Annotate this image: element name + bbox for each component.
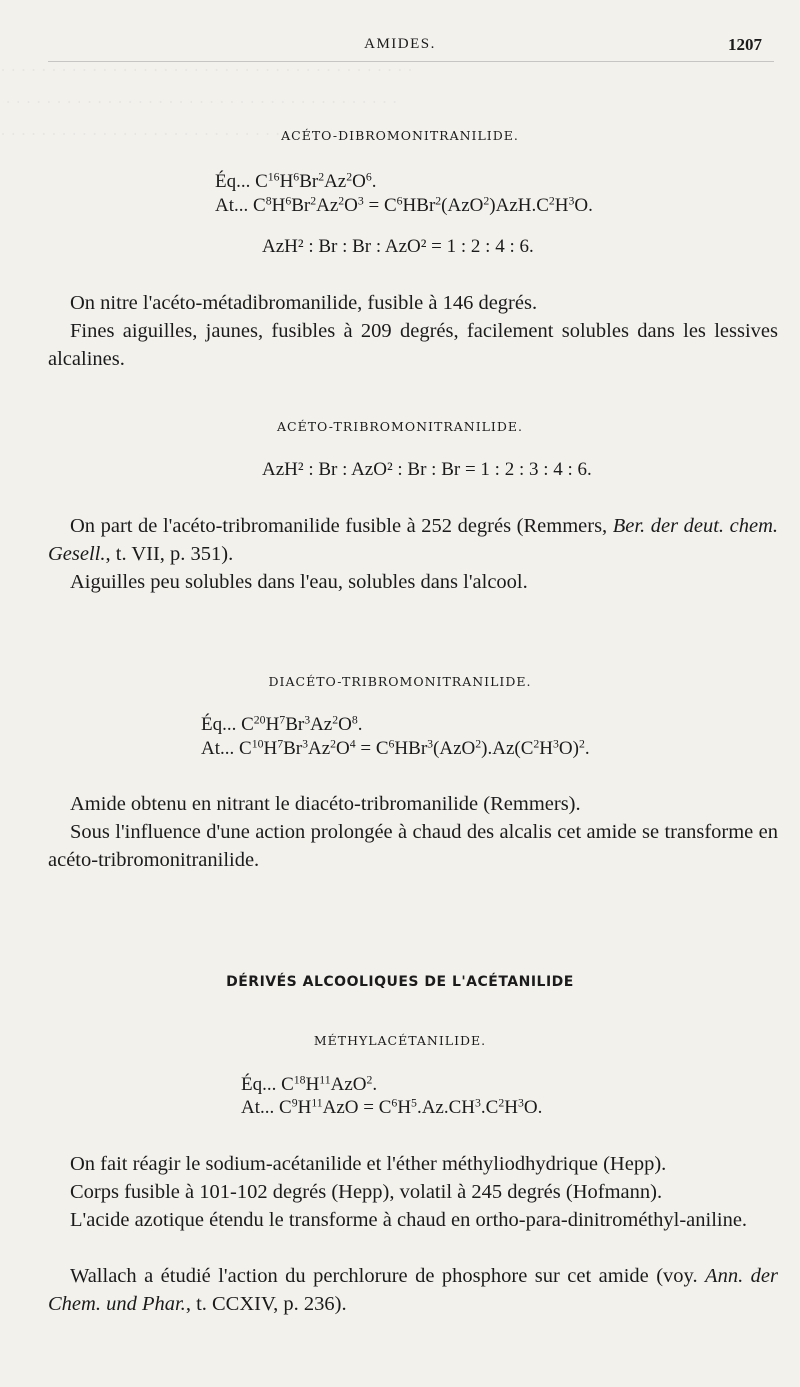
ratio-2: AzH² : Br : AzO² : Br : Br = 1 : 2 : 3 : 4 : 6.: [262, 459, 592, 480]
formula-eq-3: Éq... $C^{20}H^7Br^3Az^2O^8$.: [201, 713, 363, 735]
section-title-acetodibromonitranilide: ACÉTO-DIBROMONITRANILIDE.: [281, 128, 519, 143]
eq-label: Éq...: [201, 714, 237, 735]
formula-at-4: At... $C^9H^{11}AzO = C^6H^5.Az.CH^3.C^2H^3O$.: [241, 1096, 543, 1118]
page-number: 1207: [728, 35, 762, 54]
paragraph-9: L'acide azotique étendu le transforme à chaud en ortho-para-dinitrométhyl-aniline.: [70, 1209, 748, 1231]
paragraph-4: Aiguilles peu solubles dans l'eau, solubles dans l'alcool.: [70, 571, 528, 593]
section-title-acetotribromonitranilide: ACÉTO-TRIBROMONITRANILIDE.: [276, 419, 523, 434]
running-title: AMIDES.: [364, 36, 436, 52]
paragraph-1: On nitre l'acéto-métadibromanilide, fusible à 146 degrés.: [70, 292, 538, 314]
eq-label: Éq...: [241, 1074, 277, 1095]
paragraph-3: [48, 512, 778, 568]
header-rule: [48, 61, 774, 62]
formula-at-1: At... $C^8H^6Br^2Az^2O^3 = C^6HBr^2(AzO^2)AzH.C^2H^3O$.: [215, 194, 593, 216]
formula-eq-1: Éq... $C^{16}H^6Br^2Az^2O^6$.: [215, 170, 377, 192]
citation-tail: , t. VII, p. 351).: [105, 543, 234, 565]
formula-eq-4: Éq... $C^{18}H^{11}AzO^2$.: [241, 1073, 378, 1095]
paragraph-2: Fines aiguilles, jaunes, fusibles à 209 degrés, facilement solubles dans les lessives alcalines.: [48, 320, 778, 370]
chapter-heading: DÉRIVÉS ALCOOLIQUES DE L'ACÉTANILIDE: [226, 974, 574, 990]
at-label: At...: [201, 738, 235, 759]
running-header: [0, 36, 800, 58]
paragraph-6: Sous l'influence d'une action prolongée à chaud des alcalis cet amide se transforme en acéto-tribromonitranilide.: [48, 821, 778, 871]
journal-citation: Ber. der deut. chem. Gesell.: [48, 515, 778, 565]
paragraph-5: Amide obtenu en nitrant le diacéto-tribromanilide (Remmers).: [70, 793, 581, 815]
formula-at-3: At... $C^{10}H^7Br^3Az^2O^4 = C^6HBr^3(AzO^2).Az(C^2H^3O)^2$.: [201, 737, 590, 759]
at-label: At...: [241, 1097, 275, 1118]
paragraph-8: Corps fusible à 101-102 degrés (Hepp), volatil à 245 degrés (Hofmann).: [70, 1181, 663, 1203]
section-title-methylacetanilide: MÉTHYLACÉTANILIDE.: [313, 1033, 487, 1048]
citation-tail: , t. CCXIV, p. 236).: [185, 1293, 347, 1315]
eq-label: Éq...: [215, 171, 251, 192]
paragraph-10-text: Wallach a étudié l'action du perchlorure de phosphore sur cet amide (voy.: [70, 1265, 698, 1287]
ratio-1: AzH² : Br : Br : AzO² = 1 : 2 : 4 : 6.: [262, 236, 534, 257]
paragraph-3-text: On part de l'acéto-tribromanilide fusible à 252 degrés (Remmers,: [70, 515, 608, 537]
paragraph-7: On fait réagir le sodium-acétanilide et l'éther méthyliodhydrique (Hepp).: [70, 1153, 667, 1175]
at-label: At...: [215, 195, 249, 216]
journal-citation: Ann. der Chem. und Phar.: [48, 1265, 778, 1315]
section-title-diacetotribromonitranilide: DIACÉTO-TRIBROMONITRANILIDE.: [268, 674, 532, 689]
paragraph-10: [48, 1262, 778, 1318]
